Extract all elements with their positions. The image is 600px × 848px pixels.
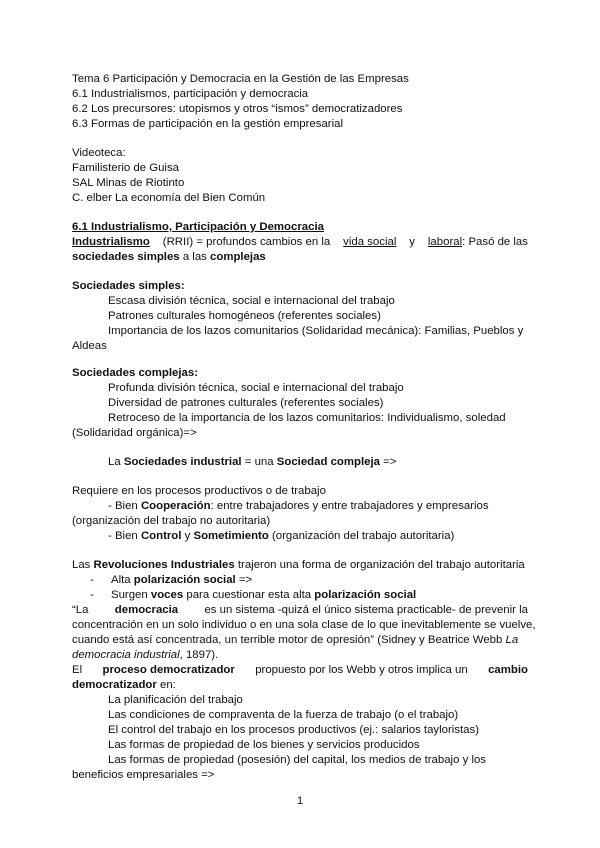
intro-line-2: sociedades simples a las complejas (72, 251, 266, 263)
proceso-item: El control del trabajo en los procesos productivos (ej.: salarios tayloristas) (108, 724, 479, 736)
videoteca-item: Familisterio de Guisa (72, 162, 179, 174)
simples-item: Patrones culturales homogéneos (referentes sociales) (108, 310, 381, 322)
control-line: - Bien Control y Sometimiento (organización del trabajo autoritaria) (108, 530, 455, 542)
toc-item: 6.1 Industrialismos, participación y democracia (72, 88, 309, 100)
proceso-line-2: democratizador en: (72, 679, 176, 691)
proceso-item-last: Las formas de propiedad (posesión) del capital, los medios de trabajo y los (108, 754, 486, 766)
simples-lazos-cont: Aldeas (72, 340, 107, 352)
videoteca-label: Videoteca: (72, 147, 126, 159)
revoluciones-bullet: - Surgen voces para cuestionar esta alta polarización social (90, 589, 417, 601)
page-number: 1 (296, 795, 304, 807)
term-industrialismo: Industrialismo (72, 236, 150, 248)
dash-bullet: - (90, 589, 94, 601)
complejas-heading: Sociedades complejas: (72, 367, 198, 379)
dash-bullet: - (90, 574, 94, 586)
complejas-retroceso-cont: (Solidaridad orgánica)=> (72, 427, 197, 439)
proceso-item: Las condiciones de compraventa de la fuerza de trabajo (o el trabajo) (108, 709, 459, 721)
toc-item: 6.2 Los precursores: utopismos y otros “ismos” democratizadores (72, 103, 403, 115)
quote-line: cuando está así concentrada, un terrible motor de opresión” (Sidney y Beatrice Webb La (72, 634, 519, 646)
simples-heading: Sociedades simples: (72, 280, 185, 292)
quote-line: “La democracia es un sistema -quizá el único sistema practicable- de prevenir la (72, 604, 528, 616)
toc-item: 6.3 Formas de participación en la gestión empresarial (72, 118, 343, 130)
proceso-item-last-cont: beneficios empresariales => (72, 769, 215, 781)
revoluciones-line: Las Revoluciones Industriales trajeron una forma de organización del trabajo autoritaria (72, 559, 525, 571)
intro-line: Industrialismo (RRII) = profundos cambios en la vida social y laboral: Pasó de las (72, 236, 528, 248)
cooperacion-cont: (organización del trabajo no autoritaria) (72, 515, 271, 527)
cooperacion-line: - Bien Cooperación: entre trabajadores y entre trabajadores y empresarios (108, 500, 489, 512)
simples-item: Escasa división técnica, social e internacional del trabajo (108, 295, 395, 307)
proceso-item: La planificación del trabajo (108, 694, 243, 706)
complejas-retroceso: Retroceso de la importancia de los lazos comunitarios: Individualismo, soledad (108, 412, 506, 424)
proceso-item: Las formas de propiedad de los bienes y servicios producidos (108, 739, 420, 751)
requiere-lead: Requiere en los procesos productivos o de trabajo (72, 485, 326, 497)
quote-line: democracia industrial, 1897). (72, 649, 219, 661)
revoluciones-bullet: - Alta polarización social => (90, 574, 253, 586)
complejas-item: Diversidad de patrones culturales (referentes sociales) (108, 397, 384, 409)
complejas-item: Profunda división técnica, social e internacional del trabajo (108, 382, 404, 394)
videoteca-item: SAL Minas de Riotinto (72, 177, 185, 189)
section-heading: 6.1 Industrialismo, Participación y Democracia (72, 221, 324, 233)
quote-line: concentración en un solo individuo o en una sola clase de lo que inevitablemente se vuelve, (72, 619, 536, 631)
videoteca-item: C. elber La economía del Bien Común (72, 192, 266, 204)
simples-lazos: Importancia de los lazos comunitarios (Solidaridad mecánica): Familias, Pueblos y (108, 325, 524, 337)
proceso-line: El proceso democratizador propuesto por los Webb y otros implica un cambio (72, 664, 528, 676)
document-title: Tema 6 Participación y Democracia en la Gestión de las Empresas (72, 73, 409, 85)
equation-line: La Sociedades industrial = una Sociedad compleja => (108, 456, 397, 468)
